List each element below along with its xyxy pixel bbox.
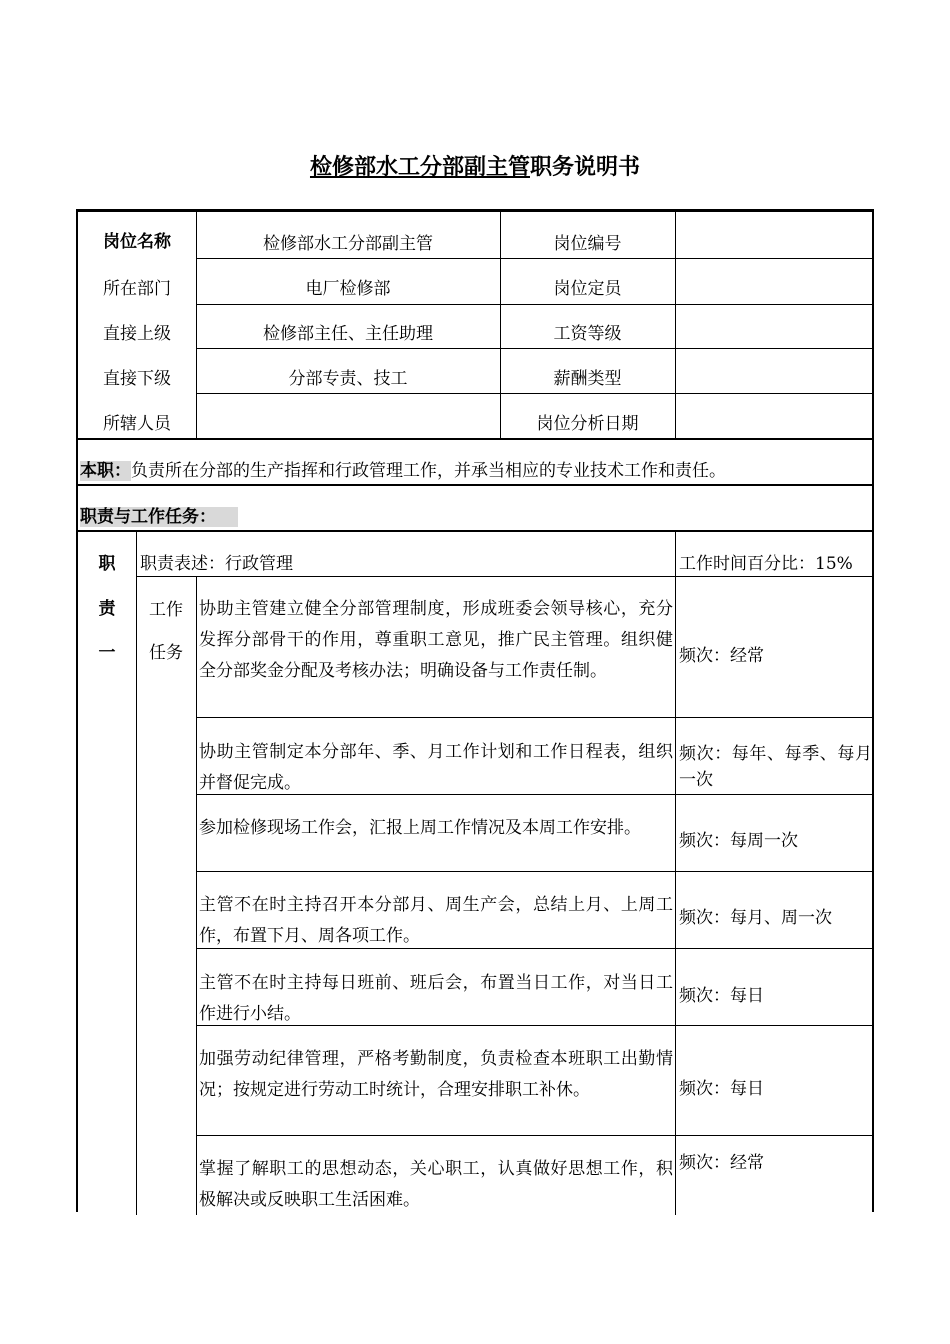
page-title [0, 150, 950, 181]
duties-header-text: 职责与工作任务： [80, 507, 238, 527]
duty-description: 职责表述：行政管理 [140, 554, 293, 574]
label-direct-subordinate: 直接下级 [103, 369, 171, 389]
task-label-line-1: 工作 [149, 600, 183, 620]
label-department: 所在部门 [103, 279, 171, 299]
label-direct-superior: 直接上级 [103, 324, 171, 344]
value-direct-subordinate: 分部专责、技工 [288, 369, 408, 389]
label-staff-managed: 所辖人员 [103, 414, 171, 434]
time-percent: 工作时间百分比：15% [679, 554, 853, 574]
task-3-frequency: 频次：每周一次 [679, 831, 798, 851]
section-char-2: 责 [98, 599, 116, 619]
task-2-frequency: 频次：每年、每季、每月一次 [679, 744, 872, 790]
label-position-code: 岗位编号 [553, 234, 622, 254]
label-pay-type: 薪酬类型 [553, 369, 622, 389]
value-direct-superior: 检修部主任、主任助理 [263, 324, 433, 344]
title-rest: 职务说明书 [530, 155, 641, 180]
role-text: 负责所在分部的生产指挥和行政管理工作，并承当相应的专业技术工作和责任。 [131, 461, 726, 481]
task-6-frequency: 频次：每日 [679, 1079, 764, 1099]
task-label-line-2: 任务 [149, 643, 183, 663]
job-description-table [76, 209, 874, 1212]
section-char-3: 一 [98, 643, 116, 663]
task-1-frequency: 频次：经常 [679, 646, 764, 666]
task-5-text: 主管不在时主持每日班前、班后会，布置当日工作，对当日工作进行小结。 [199, 973, 673, 1024]
title-underlined: 检修部水工分部副主管 [309, 155, 530, 180]
task-4-frequency: 频次：每月、周一次 [679, 908, 832, 928]
label-salary-grade: 工资等级 [553, 324, 622, 344]
duties-header [80, 506, 238, 528]
task-1-text: 协助主管建立健全分部管理制度，形成班委会领导核心，充分发挥分部骨干的作用，尊重职工意见，推广民主管理。组织健全分部奖金分配及考核办法；明确设备与工作责任制。 [199, 599, 673, 681]
task-5-frequency: 频次：每日 [679, 986, 764, 1006]
label-analysis-date: 岗位分析日期 [536, 414, 639, 434]
label-position-name: 岗位名称 [103, 232, 171, 252]
value-position-name: 检修部水工分部副主管 [263, 234, 433, 254]
task-3-text: 参加检修现场工作会，汇报上周工作情况及本周工作安排。 [199, 818, 641, 838]
label-headcount: 岗位定员 [553, 279, 622, 299]
task-7-text: 掌握了解职工的思想动态，关心职工，认真做好思想工作，积极解决或反映职工生活困难。 [199, 1159, 673, 1210]
value-department: 电厂检修部 [305, 279, 391, 299]
task-6-text: 加强劳动纪律管理，严格考勤制度，负责检查本班职工出勤情况；按规定进行劳动工时统计，合理安排职工补休。 [199, 1049, 673, 1100]
role-row [80, 460, 872, 482]
task-4-text: 主管不在时主持召开本分部月、周生产会，总结上月、上周工作，布置下月、周各项工作。 [199, 895, 673, 946]
section-char-1: 职 [98, 554, 116, 574]
role-label: 本职： [80, 461, 131, 481]
task-7-frequency: 频次：经常 [679, 1153, 764, 1173]
task-2-text: 协助主管制定本分部年、季、月工作计划和工作日程表，组织并督促完成。 [199, 742, 673, 793]
